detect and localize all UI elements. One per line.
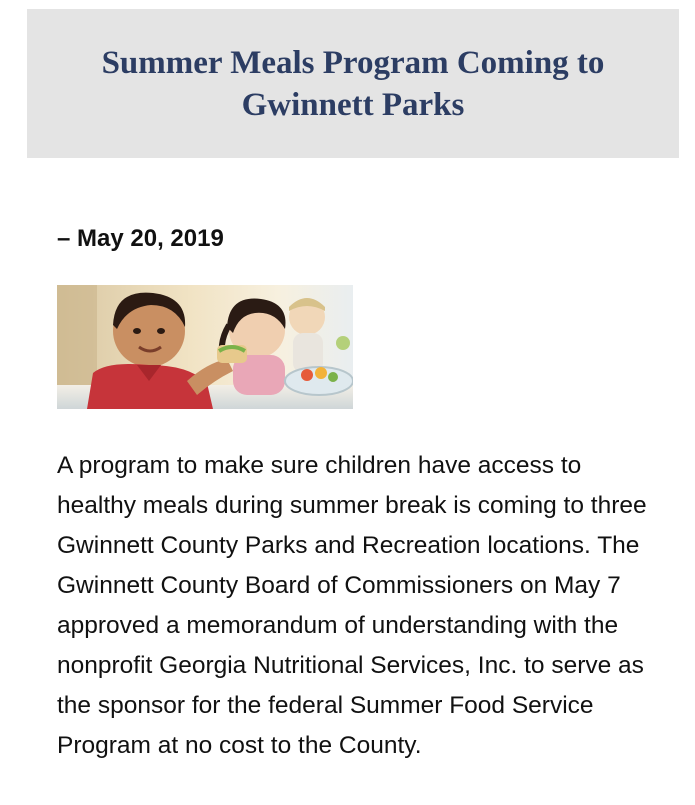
article-body: A program to make sure children have access to healthy meals during summer break is coming to three Gwinnett County Parks and Recreation locations. The Gwinnett County Board of Commissioners on May 7 approved a memorandum of understanding with the nonprofit Georgia Nutritional Services, Inc. to serve as the sponsor for the federal Summer Food Service Program at no cost to the County. [57, 452, 647, 759]
headline-banner [27, 9, 679, 158]
children-eating-photo-icon [57, 285, 353, 409]
article-photo [57, 285, 353, 409]
article-headline: Summer Meals Program Coming to Gwinnett Parks [101, 44, 605, 123]
article-date: – May 20, 2019 [57, 225, 224, 252]
